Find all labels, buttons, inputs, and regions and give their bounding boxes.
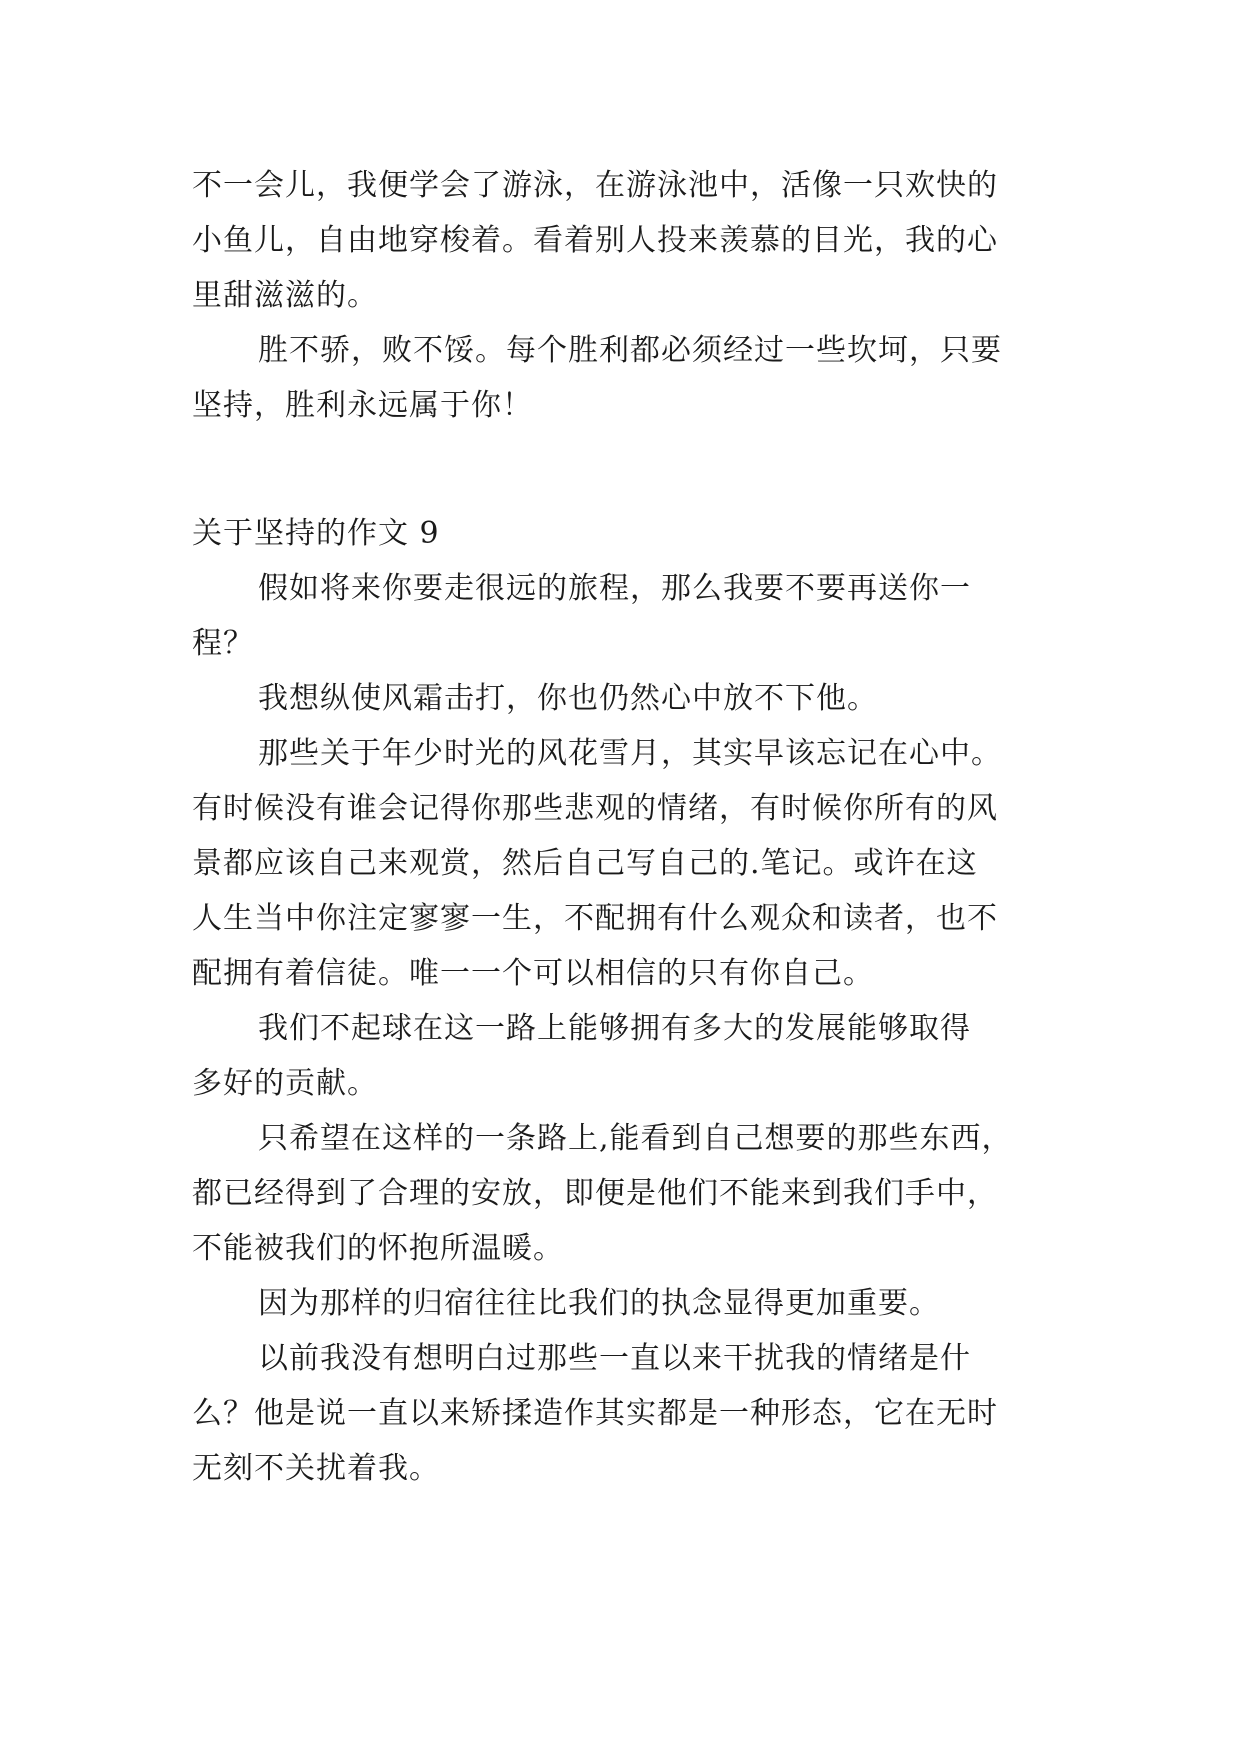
paragraph-line: 只希望在这样的一条路上,能看到自己想要的那些东西， (258, 1121, 1013, 1156)
paragraph-line: 不能被我们的怀抱所温暖。 (192, 1231, 564, 1266)
paragraph-line: 景都应该自己来观赏，然后自己写自己的.笔记。或许在这 (192, 846, 978, 881)
paragraph-line: 我想纵使风霜击打，你也仍然心中放不下他。 (258, 681, 878, 716)
paragraph-line: 有时候没有谁会记得你那些悲观的情绪，有时候你所有的风 (192, 791, 998, 826)
paragraph-line: 小鱼儿，自由地穿梭着。看着别人投来羡慕的目光，我的心 (192, 223, 998, 258)
paragraph-line: 不一会儿，我便学会了游泳，在游泳池中，活像一只欢快的 (192, 168, 998, 203)
paragraph-line: 么？他是说一直以来矫揉造作其实都是一种形态，它在无时 (192, 1396, 998, 1431)
paragraph-line: 都已经得到了合理的安放，即便是他们不能来到我们手中， (192, 1176, 998, 1211)
paragraph-line: 程？ (192, 626, 254, 661)
paragraph-line: 人生当中你注定寥寥一生，不配拥有什么观众和读者，也不 (192, 901, 998, 936)
paragraph-line: 坚持，胜利永远属于你！ (192, 388, 533, 423)
paragraph-line: 那些关于年少时光的风花雪月，其实早该忘记在心中。 (258, 736, 1002, 771)
paragraph-line: 我们不起球在这一路上能够拥有多大的发展能够取得 (258, 1011, 971, 1046)
paragraph-line: 配拥有着信徒。唯一一个可以相信的只有你自己。 (192, 956, 874, 991)
paragraph-line: 因为那样的归宿往往比我们的执念显得更加重要。 (258, 1286, 940, 1321)
paragraph-line: 假如将来你要走很远的旅程，那么我要不要再送你一 (258, 571, 971, 606)
paragraph-line: 以前我没有想明白过那些一直以来干扰我的情绪是什 (258, 1341, 971, 1376)
section-title: 关于坚持的作文 9 (192, 516, 440, 551)
paragraph-line: 多好的贡献。 (192, 1066, 378, 1101)
paragraph-line: 无刻不关扰着我。 (192, 1451, 440, 1486)
paragraph-line: 里甜滋滋的。 (192, 278, 378, 313)
paragraph-line: 胜不骄，败不馁。每个胜利都必须经过一些坎坷，只要 (258, 333, 1002, 368)
